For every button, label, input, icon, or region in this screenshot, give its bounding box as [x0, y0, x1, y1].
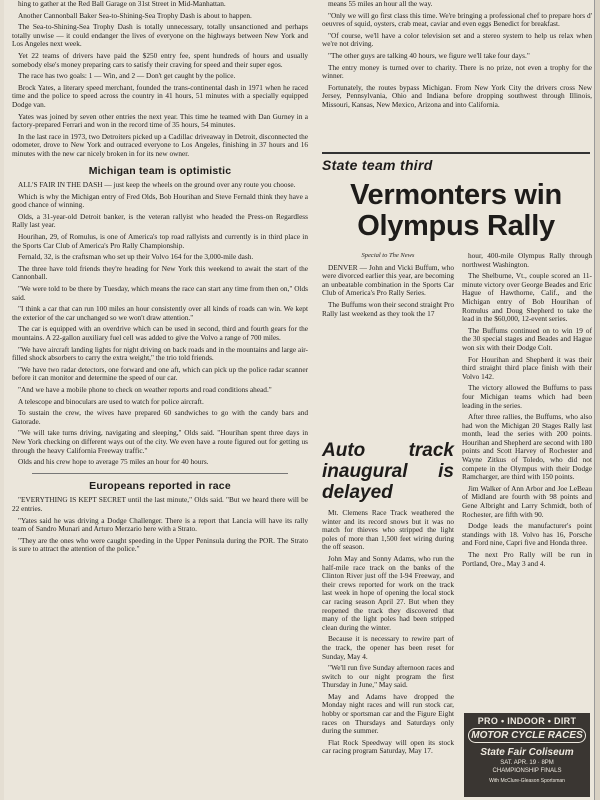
left-column — [12, 0, 308, 557]
paragraph: hour, 400-mile Olympus Rally through northwest Washington. — [462, 251, 592, 269]
paragraph: John May and Sonny Adams, who run the half-mile race track on the banks of the Clinton River just off the I-94 Freeway, and their crews reported for work on the track last week in hope of opening the local stock car racing season April 27. But when they reopened the track they discovered that many of the light poles had been stripped clean during the winter. — [322, 553, 454, 632]
paragraph: "The other guys are talking 40 hours, we figure we'll take four days." — [328, 50, 530, 60]
ad-subtitle: CHAMPIONSHIP FINALS — [492, 768, 562, 774]
paragraph: DENVER — John and Vicki Buffum, who were divorced earlier this year, are becoming an unbeatable combination in the Sports Car Club of America's Pro Rally Series. — [322, 262, 454, 298]
paragraph: "We were told to be there by Tuesday, which means the race can start any time from then on," Olds said. — [12, 284, 308, 302]
section-heading-michigan: Michigan team is optimistic — [88, 164, 232, 177]
paragraph: Yet 22 teams of drivers have paid the $250 entry fee, spent hundreds of hours and usually somebody else's money preparing cars to satisfy their craving for speed and their super egos. — [12, 50, 308, 69]
adjacent-page-edge — [594, 0, 600, 800]
rally-column-a — [322, 252, 454, 321]
ad-date: SAT. APR. 19 · 8PM — [500, 760, 554, 766]
paragraph: "I think a car that can run 100 miles an hour consistently over all kinds of roads can win. We kept the exterior of the car unchanged so we won't draw attention." — [12, 304, 308, 322]
track-headline: Auto track inaugural is delayed — [322, 440, 454, 503]
newspaper-page — [4, 0, 594, 800]
divider — [32, 473, 288, 474]
kicker-rule — [322, 152, 590, 154]
paragraph: "They are the ones who were caught speeding in the Upper Peninsula during the POR. The Strato is sure to attract the attention of the police." — [12, 535, 308, 554]
paragraph: "We have two radar detectors, one forward and one aft, which can pick up the police radar scanner before it can monitor and determine the speed of our car. — [12, 364, 308, 383]
paragraph: "Of course, we'll have a color television set and a stereo system to help us relax when we're not driving. — [322, 30, 592, 49]
paragraph: For Hourihan and Shepherd it was their third straight third place finish with their Volvo 142. — [462, 354, 592, 381]
paragraph: ALL'S FAIR IN THE DASH — just keep the wheels on the ground over any route you choose. — [18, 180, 296, 190]
paragraph: Olds, a 31-year-old Detroit banker, is the veteran rallyist who headed the Press-on Regardless Rally last year. — [12, 211, 308, 230]
paragraph: The race has two goals: 1 — Win, and 2 — Don't get caught by the police. — [18, 71, 236, 81]
paragraph: A telescope and binoculars are used to watch for police aircraft. — [18, 396, 204, 406]
paragraph: Because it is necessary to rewire part of the track, the opener has been reset for Sunday, May 4. — [322, 634, 454, 661]
paragraph: Which is why the Michigan entry of Fred Olds, Bob Hourihan and Steve Fernald think they have a good chance of winning. — [12, 191, 308, 210]
paragraph: Dodge leads the manufacturer's point standings with 18. Volvo has 16, Porsche and Ford nine, Capri five and Honda three. — [462, 521, 592, 548]
rally-kicker: State team third — [322, 157, 433, 173]
ad-title: MOTOR CYCLE RACES — [468, 728, 586, 743]
paragraph: After three rallies, the Buffums, who also had won the Michigan 20 Stages Rally last month, lead the series with 200 points. Hourihan and Shepherd are second with 180 points and Scott Harvey of Rochester and Wayne Zitkus of Toledo, who did not compete in the Olympus with their Dodge Ramcharger, are third with 150 points. — [462, 412, 592, 482]
paragraph: May and Adams have dropped the Monday night races and will run stock car, hobby or sportsman car and the Figure Eight races on Thursdays and Saturdays only during the summer. — [322, 691, 454, 736]
motorcycle-race-ad — [464, 713, 590, 797]
paragraph: Flat Rock Speedway will open its stock car racing program Saturday, May 17. — [322, 737, 454, 756]
paragraph: The Buffums continued on to win 19 of the 30 special stages and Beades and Hague won six with their Dodge Colt. — [462, 325, 592, 352]
paragraph: The Shelburne, Vt., couple scored an 11-minute victory over George Beades and Eric Hague of Hawthorne, Calif., and the Michigan entry of Bob Hourihan of Romulus and Doug Shepherd to take the lead in the $60,000, 12-event series. — [462, 271, 592, 324]
paragraph: In the last race in 1973, two Detroiters picked up a Cadillac driveaway in Detroit, disconnected the odometer, drove to New York and outraced everyone to Los Angeles, finishing in 37 hours and 16 minutes with the new car nicely broken in for its new owner. — [12, 131, 308, 158]
paragraph: Hourihan, 29, of Romulus, is one of America's top road rallyists and currently is in third place in the Sports Car Club of America's Pro Rally Championship. — [12, 232, 308, 250]
ad-venue: State Fair Coliseum — [480, 747, 574, 758]
track-story — [322, 436, 454, 759]
section-heading-europeans: Europeans reported in race — [89, 479, 231, 492]
paragraph: The car is equipped with an overdrive which can be used in second, third and fourth gears for the mountains. A 22-gallon auxiliary fuel cell was added to give the Volvo a range of 700 miles. — [12, 324, 308, 342]
michigan-section — [12, 181, 308, 467]
paragraph: Brock Yates, a literary speed merchant, founded the trans-continental dash in 1971 when he raced time and the police to speed across the country in 41 hours, 51 minutes with a specially equipped Dodge van. — [12, 82, 308, 109]
paragraph: "We have aircraft landing lights for night driving on back roads and in the mountains and large air-filled shock absorbers to carry the extra weight," the trio told friends. — [12, 344, 308, 363]
paragraph: "We'll run five Sunday afternoon races and switch to our night program the first Thursday in June," May said. — [322, 663, 454, 690]
ad-note: With McClure-Gleason Sportsman — [489, 778, 565, 784]
paragraph: The victory allowed the Buffums to pass four Michigan teams which had been leading in the series. — [462, 383, 592, 410]
rally-column-b — [462, 252, 592, 571]
intro-block — [12, 0, 308, 159]
paragraph: Fortunately, the routes bypass Michigan. From New York City the drivers cross New Jersey, Pennsylvania, Ohio and Indiana before dropping southwest through Illinois, Missouri, Kansas, New Mexico, Arizona and into California. — [322, 82, 592, 109]
europeans-section — [12, 496, 308, 554]
paragraph: "EVERYTHING IS KEPT SECRET until the last minute," Olds said. "But we heard there will be 22 entries. — [12, 495, 308, 513]
paragraph: "And we have a mobile phone to check on weather reports and road conditions ahead." — [18, 384, 272, 394]
paragraph: The entry money is turned over to charity. There is no prize, not even a trophy for the winner. — [322, 62, 592, 81]
paragraph: Olds and his crew hope to average 75 miles an hour for 40 hours. — [18, 457, 209, 467]
paragraph: Another Cannonball Baker Sea-to-Shining-Sea Trophy Dash is about to happen. — [18, 10, 252, 20]
paragraph: The next Pro Rally will be run in Portland, Ore., May 3 and 4. — [462, 550, 592, 568]
paragraph: means 55 miles an hour all the way. — [328, 0, 433, 8]
paragraph: The three have told friends they're heading for New York this weekend to await the start of the Cannonball. — [12, 263, 308, 282]
paragraph: hing to gather at the Red Ball Garage on 31st Street in Mid-Manhattan. — [18, 0, 226, 8]
ad-top-line: PRO • INDOOR • DIRT — [477, 716, 577, 726]
paragraph: The Sea-to-Shining-Sea Trophy Dash is totally unnecessary, totally unsanctioned and perhaps totally unwise — it could endanger the lives of everyone on the highways between New York and Los Angeles next week. — [12, 22, 308, 49]
paragraph: "Only we will go first class this time. We're bringing a professional chef to prepare hors d' oeuvres of squid, oysters, crab meat, caviar and even eggs Benedict for breakfast. — [322, 10, 592, 29]
paragraph: Fernald, 32, is the craftsman who set up their Volvo 164 for the 3,000-mile dash. — [18, 252, 254, 262]
right-top-column — [322, 0, 592, 113]
paragraph: Mt. Clemens Race Track weathered the winter and its record snows but it was no match for thieves who stripped the light poles of more than 1,500 feet wiring during the off season. — [322, 508, 454, 552]
paragraph: "We will take turns driving, navigating and sleeping," Olds said. "Hourihan spent three days in New York checking on different ways out of the city. We even have a route figured out for getting us through the heavy California Freeway traffic." — [12, 428, 308, 455]
paragraph: Yates was joined by seven other entries the next year. This time he teamed with Dan Gurney in a factory-prepared Ferrari and won in the record time of 35 hours, 54 minutes. — [12, 111, 308, 130]
paragraph: "Yates said he was driving a Dodge Challenger. There is a report that Lancia will have its rally team of Sandro Munari and Arturo Merzario here with a Strato. — [12, 515, 308, 534]
byline: Special to The News — [361, 252, 415, 259]
paragraph: To sustain the crew, the wives have prepared 60 sandwiches to go with the candy bars and Gatorade. — [12, 408, 308, 426]
paragraph: The Buffums won their second straight Pro Rally last weekend as they took the 17 — [322, 299, 454, 318]
rally-headline: Vermonters win Olympus Rally — [350, 179, 562, 242]
paragraph: Jim Walker of Ann Arbor and Joe LeBeau of Midland are fourth with 98 points and Gene Albright and Larry Schmidt, both of Rochester, are fifth with 90. — [462, 483, 592, 519]
